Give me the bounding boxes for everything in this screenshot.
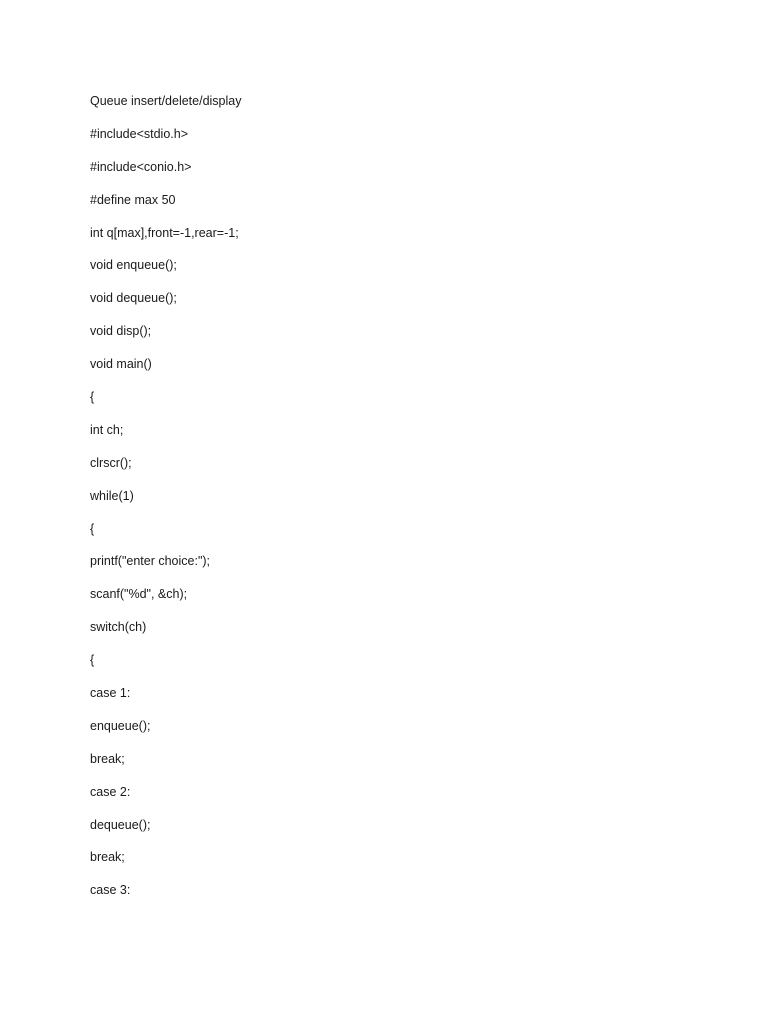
code-line: switch(ch) [90,620,147,635]
code-line: while(1) [90,488,134,503]
code-line: void enqueue(); [90,258,177,273]
code-line: break; [90,850,125,865]
code-line: void main() [90,357,152,372]
code-line: printf("enter choice:"); [90,554,211,569]
code-line: void disp(); [90,324,152,339]
code-line: clrscr(); [90,455,132,470]
code-line: #include<stdio.h> [90,126,188,141]
code-line: { [90,390,95,405]
code-line: break; [90,751,125,766]
code-line: enqueue(); [90,718,151,733]
code-line: #include<conio.h> [90,159,192,174]
code-line: int q[max],front=-1,rear=-1; [90,225,239,240]
document-body [90,93,690,915]
code-line: dequeue(); [90,817,151,832]
code-line: int ch; [90,422,124,437]
code-line: #define max 50 [90,192,176,207]
code-line: case 1: [90,686,131,701]
code-line: { [90,653,95,668]
code-line: { [90,521,95,536]
code-line: case 3: [90,883,131,898]
code-line: scanf("%d", &ch); [90,587,188,602]
code-line: case 2: [90,784,131,799]
code-line: void dequeue(); [90,291,177,306]
document-title: Queue insert/delete/display [90,94,242,108]
